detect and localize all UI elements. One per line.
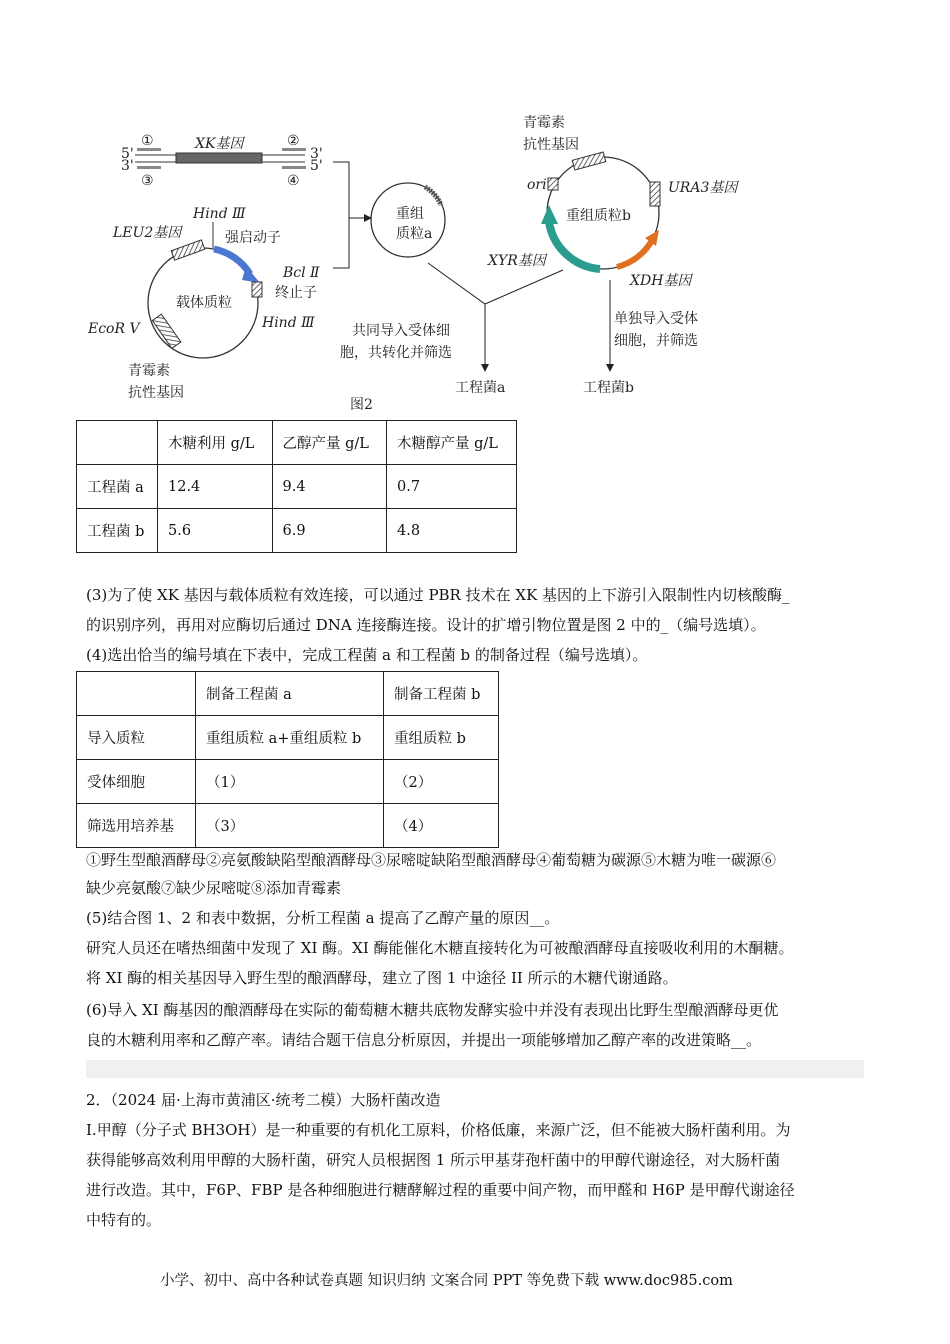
svg-text:图2: 图2 <box>350 397 373 413</box>
footer-text: 小学、初中、高中各种试卷真题 知识归纳 文案合同 PPT 等免费下载 www.doc985.com <box>160 1273 733 1289</box>
svg-text:5': 5' <box>121 146 134 162</box>
strain-data-table: 木糖利用 g/L 乙醇产量 g/L 木糖醇产量 g/L 工程菌 a 12.4 9.4 0.7 工程菌 b 5.6 6.9 4.8 <box>76 420 517 553</box>
xk-gene-dna <box>121 133 323 189</box>
svg-text:工程菌b: 工程菌b <box>583 380 634 396</box>
question-6-line2: 良的木糖利用率和乙醇产率。请结合题干信息分析原因，并提出一项能够增加乙醇产率的改进策略__。 <box>86 1031 762 1049</box>
svg-text:单独导入受体: 单独导入受体 <box>614 311 698 327</box>
question-3-line2: 的识别序列，再用对应酶切后通过 DNA 连接酶连接。设计的扩增引物位置是图 2 中的_（编号选填）。 <box>86 616 766 634</box>
svg-text:3': 3' <box>310 146 323 162</box>
vector-plasmid <box>87 206 320 401</box>
svg-text:Hind Ⅲ: Hind Ⅲ <box>193 206 246 222</box>
svg-text:终止子: 终止子 <box>275 285 317 301</box>
table-row: 受体细胞 （1） （2） <box>77 760 499 804</box>
svg-text:②: ② <box>287 133 300 149</box>
svg-text:抗性基因: 抗性基因 <box>128 385 184 401</box>
svg-text:工程菌a: 工程菌a <box>455 380 506 396</box>
svg-text:LEU2基因: LEU2基因 <box>113 225 182 241</box>
separator-bar <box>86 1060 864 1078</box>
question-2-line1: I.甲醇（分子式 BH3OH）是一种重要的有机化工原料，价格低廉，来源广泛，但不能被大肠杆菌利用。为 <box>86 1121 791 1139</box>
question-2-title: 2．（2024 届·上海市黄浦区·统考二模）大肠杆菌改造 <box>86 1091 441 1109</box>
recombinant-plasmid-b <box>487 114 739 289</box>
question-3-line1: (3)为了使 XK 基因与载体质粒有效连接，可以通过 PBR 技术在 XK 基因的上下游引入限制性内切核酸酶_ <box>86 586 790 604</box>
svg-text:载体质粒: 载体质粒 <box>176 295 232 311</box>
svg-text:抗性基因: 抗性基因 <box>523 137 579 153</box>
preparation-table: 制备工程菌 a 制备工程菌 b 导入质粒 重组质粒 a+重组质粒 b 重组质粒 b 受体细胞 （1） （2） 筛选用培养基 （3） （4） <box>76 671 499 848</box>
paragraph-line1: 研究人员还在嗜热细菌中发现了 XI 酶。XI 酶能催化木糖直接转化为可被酿酒酵母直接吸收利用的木酮糖。 <box>86 939 794 957</box>
svg-text:③: ③ <box>141 173 154 189</box>
table-row: 筛选用培养基 （3） （4） <box>77 804 499 848</box>
table-row: 导入质粒 重组质粒 a+重组质粒 b 重组质粒 b <box>77 716 499 760</box>
svg-text:④: ④ <box>287 173 300 189</box>
svg-text:ori: ori <box>527 177 547 193</box>
svg-text:①: ① <box>141 133 154 149</box>
question-2-line3: 进行改造。其中，F6P、FBP 是各种细胞进行糖酵解过程的重要中间产物，而甲醛和 H6P 是甲醇代谢途径 <box>86 1181 795 1199</box>
svg-text:青霉素: 青霉素 <box>128 363 170 379</box>
svg-text:3': 3' <box>121 158 134 174</box>
options-line2: 缺少亮氨酸⑦缺少尿嘧啶⑧添加青霉素 <box>86 879 342 897</box>
question-5: (5)结合图 1、2 和表中数据，分析工程菌 a 提高了乙醇产量的原因__。 <box>86 909 560 927</box>
question-2-line4: 中特有的。 <box>86 1211 162 1229</box>
svg-text:共同导入受体细: 共同导入受体细 <box>352 323 450 339</box>
question-2-line2: 获得能够高效利用甲醇的大肠杆菌，研究人员根据图 1 所示甲基芽孢杆菌中的甲醇代谢途径，对大肠杆菌 <box>86 1151 781 1169</box>
paragraph-line2: 将 XI 酶的相关基因导入野生型的酿酒酵母，建立了图 1 中途径 II 所示的木糖代谢通路。 <box>86 969 678 987</box>
svg-text:细胞，并筛选: 细胞，并筛选 <box>614 333 698 349</box>
question-4: (4)选出恰当的编号填在下表中，完成工程菌 a 和工程菌 b 的制备过程（编号选填）。 <box>86 646 648 664</box>
svg-text:质粒a: 质粒a <box>396 226 433 242</box>
question-6-line1: (6)导入 XI 酶基因的酿酒酵母在实际的葡萄糖木糖共底物发酵实验中并没有表现出比野生型酿酒酵母更优 <box>86 1001 779 1019</box>
svg-text:XDH基因: XDH基因 <box>630 273 692 289</box>
options-line1: ①野生型酿酒酵母②亮氨酸缺陷型酿酒酵母③尿嘧啶缺陷型酿酒酵母④葡萄糖为碳源⑤木糖为唯一碳源⑥ <box>86 851 777 869</box>
svg-text:XYR基因: XYR基因 <box>488 253 546 269</box>
svg-text:URA3基因: URA3基因 <box>668 180 738 196</box>
svg-text:胞，共转化并筛选: 胞，共转化并筛选 <box>340 345 452 361</box>
svg-text:重组质粒b: 重组质粒b <box>566 208 631 224</box>
svg-text:Bcl Ⅱ: Bcl Ⅱ <box>283 265 320 281</box>
figure-2-diagram <box>0 0 950 420</box>
svg-text:XK基因: XK基因 <box>195 136 244 152</box>
svg-text:Hind Ⅲ: Hind Ⅲ <box>262 315 315 331</box>
recombinant-plasmid-a <box>371 183 445 257</box>
svg-text:重组: 重组 <box>396 206 424 222</box>
svg-text:青霉素: 青霉素 <box>523 115 565 131</box>
svg-text:5': 5' <box>310 158 323 174</box>
svg-text:强启动子: 强启动子 <box>225 230 281 246</box>
table-row: 工程菌 a 12.4 9.4 0.7 <box>77 465 517 509</box>
svg-text:EcoR Ⅴ: EcoR Ⅴ <box>88 321 140 337</box>
table-row: 工程菌 b 5.6 6.9 4.8 <box>77 509 517 553</box>
